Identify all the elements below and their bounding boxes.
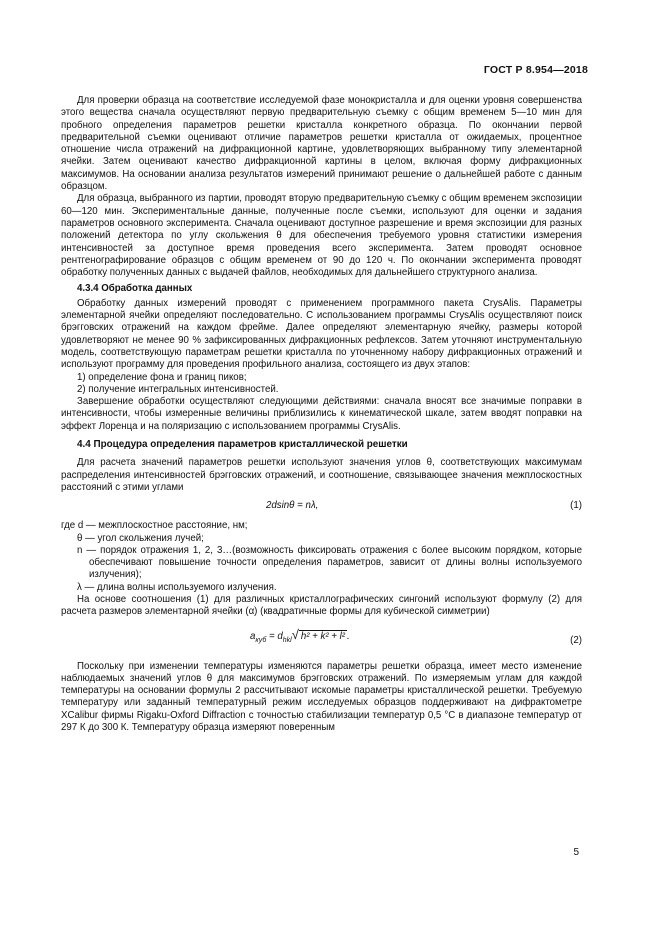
sqrt-sign-icon: √ [291, 626, 299, 642]
formula-2-radicand: h² + k² + l² [300, 630, 345, 642]
formula-2-tail: . [346, 630, 350, 642]
formula-1-expression: 2dsinθ = nλ, [266, 500, 319, 512]
body-text [61, 95, 582, 734]
document-code: ГОСТ Р 8.954—2018 [483, 64, 588, 76]
paragraph-processing-completion: Завершение обработки осуществляют следующими действиями: сначала вносят все значимые поправки в интенсивности, чтобы измеренные величины приблизились к кинематической шкале, затем вводят поправки на эффект Лоренца и на поляризацию с использованием программы CrysAlis. [61, 396, 582, 432]
definition-theta: θ — угол скольжения лучей; [77, 532, 204, 544]
formula-2-lhs-subscript: куб [255, 636, 267, 644]
paragraph-second-survey: Для образца, выбранного из партии, проводят вторую предварительную съемку с общим временем экспозиции 60—120 мин. Экспериментальные данные, полученные после съемки, используют для оценки и задания параметров основного эксперимента. Сначала оценивают доступное разрешение и время экспозиции для разных положений детектора по углу скольжения θ для обеспечения требуемого уровня статистики измерения интенсивностей за доступное время проведения всего эксперимента. Затем проводят основное рентгенографирование образцов с общим временем от 90 до 120 ч. По окончании эксперимента проводят обработку полученных данных с выдачей файлов, необходимых для дальнейшего структурного анализа. [61, 193, 582, 279]
formula-2-lhs: a [250, 630, 256, 642]
formula-1 [61, 494, 582, 520]
paragraph-lattice-calc: Для расчета значений параметров решетки используют значения углов θ, соответствующих максимумам распределения интенсивностей брэгговских отражений, и соотношение, связывающее значения межплоскостных расстояний с этими углами [61, 457, 582, 493]
formula-1-number: (1) [570, 500, 582, 512]
list-item-1: 1) определение фона и границ пиков; [77, 371, 247, 383]
formula-2-equals: = d [266, 630, 283, 642]
definition-lambda: λ — длина волны используемого излучения. [77, 581, 277, 593]
formula-2-number: (2) [570, 634, 582, 646]
page-number: 5 [573, 847, 579, 858]
formula-2-subscript: hkl [282, 636, 292, 644]
formula-2-expression [250, 626, 350, 647]
formula-2 [61, 625, 582, 655]
section-4-3-4-heading: 4.3.4 Обработка данных [77, 283, 193, 295]
list-item-2: 2) получение интегральных интенсивностей. [77, 383, 279, 395]
paragraph-sample-check: Для проверки образца на соответствие исследуемой фазе монокристалла и для оценки уровня совершенства этого вещества сначала осуществляют первую предварительную съемку с общим временем 5—10 мин для пробного определения параметров решетки кристалла конкретного образца. По окончании первой предварительной съемки оценивают отличие параметров решетки кристалла от ожидаемых, процентное отношение числа отражений на дифракционной картине, удовлетворяющих выбранному типу элементарной ячейки. Затем оценивают качество дифракционной картины в целом, включая форму дифракционных максимумов. На основании анализа результатов измерений принимают решение о дальнейшей работе с данным образцом. [61, 95, 582, 193]
paragraph-formula-2-intro: На основе соотношения (1) для различных кристаллографических сингоний используют формулу (2) для расчета размеров элементарной ячейки (α) (квадратичные формы для кубической симметрии) [61, 593, 582, 618]
paragraph-data-processing: Обработку данных измерений проводят с применением программного пакета CrysAlis. Параметры элементарной ячейки определяют последовательно. С использованием программы CrysAlis осуществляют поиск брэгговских отражений на каждом фрейме. Далее определяют элементарную ячейку, размеры которой удовлетворяют не менее 90 % зафиксированных дифракционных рефлексов. Затем уточняют инструментальную модель, соответствующую параметрам решетки кристалла по уточненному набору дифракционных отражений и используют программу для проведения профильного анализа, состоящего из двух этапов: [61, 297, 582, 371]
paragraph-temperature: Поскольку при изменении температуры изменяются параметры решетки образца, имеет место изменение наблюдаемых значений углов θ для максимумов брэгговских отражений. По измеряемым углам для каждой температуры на основании формулы 2 рассчитывают искомые параметры кристаллической решетки. Требуемую температуру или заданный температурный режим исследуемых образцов поддерживают на дифрактометре XCalibur фирмы Rigaku-Oxford Diffraction с точностью стабилизации температур 0,5 °С в диапазоне температур от 297 К до 300 К. Температуру образца измеряют поверенным [61, 660, 582, 734]
section-4-4-heading: 4.4 Процедура определения параметров кристаллической решетки [77, 439, 408, 451]
definition-n: n — порядок отражения 1, 2, 3…(возможность фиксировать отражения с более высоким порядком, которые обеспечивают повышение точности определения параметров, зависит от длины волны используемого излучения); [77, 544, 582, 581]
definition-d: где d — межплоскостное расстояние, нм; [61, 520, 248, 532]
